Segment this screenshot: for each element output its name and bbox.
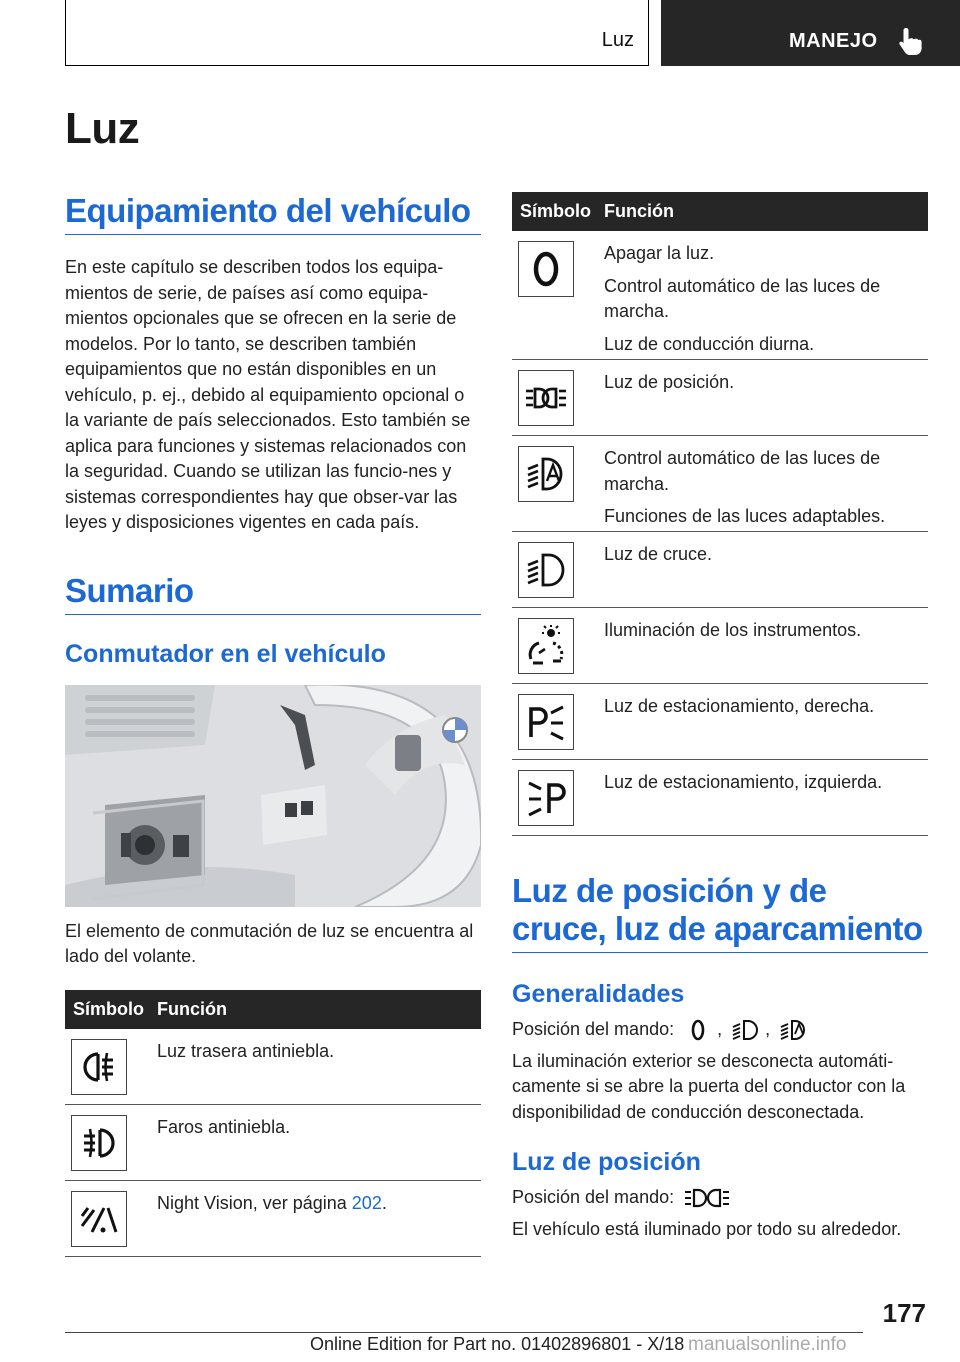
column-function: Función (604, 201, 674, 221)
table-header (65, 990, 481, 1029)
section-title: Luz (601, 29, 634, 51)
parking-lights-icon (518, 370, 574, 426)
dashboard-illustration (65, 685, 481, 907)
front-fog-light-icon (71, 1115, 127, 1171)
edition-note: Online Edition for Part no. 01402896801 - X/18 (310, 1334, 685, 1354)
page-title: Luz (65, 104, 140, 153)
function-text: Luz de estacionamiento, izquierda. (604, 772, 883, 792)
table-row (512, 360, 928, 436)
function-text: Funciones de las luces adaptables. (604, 506, 886, 526)
general-paragraph: La iluminación exterior se desconecta automáti-camente si se abre la puerta del conductor con la disponibilidad de conducción desconectada. (512, 1050, 906, 1122)
table-row (512, 231, 928, 360)
function-text: Control automático de las luces de marcha. (604, 448, 881, 494)
table-row (65, 1029, 481, 1105)
table-row (65, 1105, 481, 1181)
table-row (512, 684, 928, 760)
low-beam-icon (518, 542, 574, 598)
function-text: Control automático de las luces de marcha. (604, 275, 881, 321)
lights-off-icon (518, 241, 574, 297)
position-paragraph: El vehículo está iluminado por todo su alrededor. (512, 1218, 902, 1239)
chapter-title: MANEJO (789, 30, 878, 52)
light-switch-photo (65, 685, 481, 907)
table-row (512, 760, 928, 836)
table-row (512, 532, 928, 608)
column-symbol: Símbolo (73, 998, 144, 1019)
general-switch-line: Posición del mando: , , (512, 1017, 928, 1043)
table-row (65, 1181, 481, 1257)
heading-position-light: Luz de posición (512, 1148, 701, 1176)
function-text: Luz trasera antiniebla. (157, 1040, 335, 1061)
photo-caption: El elemento de conmutación de luz se encuentra al lado del volante. (65, 920, 474, 966)
function-text: Luz de estacionamiento, derecha. (604, 696, 875, 716)
function-text: Luz de conducción diurna. (604, 333, 815, 354)
table-header (512, 192, 928, 231)
function-text: Luz de cruce. (604, 544, 713, 564)
parking-light-right-icon (518, 694, 574, 750)
heading-summary: Sumario (65, 572, 481, 615)
right-column (512, 192, 928, 1242)
pointing-hand-icon (897, 26, 923, 56)
lights-off-icon (683, 1019, 713, 1041)
heading-general: Generalidades (512, 980, 685, 1008)
watermark: manualsonline.info (688, 1334, 847, 1355)
function-text: Luz de posición. (604, 372, 735, 392)
page-number: 177 (882, 1298, 926, 1328)
rear-fog-light-icon (71, 1039, 127, 1095)
function-text: Apagar la luz. (604, 243, 715, 263)
parking-light-left-icon (518, 770, 574, 826)
right-symbol-table (512, 192, 928, 836)
position-switch-line: Posición del mando: (512, 1185, 928, 1211)
heading-switch: Conmutador en el vehículo (65, 639, 386, 668)
auto-headlight-icon (779, 1019, 809, 1041)
auto-headlight-icon (518, 446, 574, 502)
header-left-box (65, 0, 649, 66)
left-column (65, 192, 481, 1257)
header-chapter-tab (661, 0, 960, 66)
page-link[interactable]: 202 (351, 1192, 382, 1213)
parking-lights-icon (683, 1187, 735, 1209)
footer-divider (65, 1332, 863, 1333)
low-beam-icon (731, 1019, 761, 1041)
instrument-lighting-icon (518, 618, 574, 674)
table-row (512, 436, 928, 532)
table-row (512, 608, 928, 684)
column-function: Función (157, 998, 227, 1019)
function-text: Night Vision, ver página 202. (157, 1192, 387, 1213)
left-symbol-table (65, 990, 481, 1257)
heading-position-lights: Luz de posición y de cruce, luz de aparcamiento (512, 872, 928, 953)
function-text: Iluminación de los instrumentos. (604, 620, 862, 640)
equipment-paragraph: En este capítulo se describen todos los equipa-mientos de serie, de países así como equipa-mientos opcionales que se ofrecen en la serie de modelos. Por lo tanto, se describen también equipamientos que no están disponibles en un vehículo, p. ej., debido al equipamiento opcional o la variante de país seleccionados. Esto también se aplica para funciones y sistemas relacionados con la seguridad. Cuando se utilizan las funcio-nes y sistemas correspondientes hay que obser-var las leyes y disposiciones vigentes en cada país. (65, 257, 471, 532)
night-vision-icon (71, 1191, 127, 1247)
heading-equipment: Equipamiento del vehículo (65, 192, 481, 235)
function-text: Faros antiniebla. (157, 1116, 291, 1137)
column-symbol: Símbolo (520, 201, 591, 221)
